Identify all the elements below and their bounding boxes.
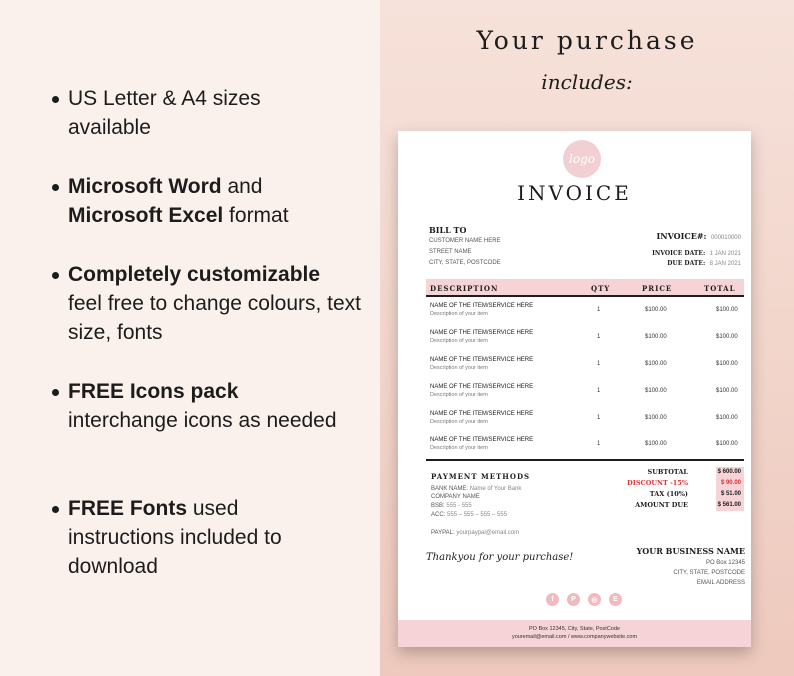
business-name: YOUR BUSINESS NAME bbox=[636, 546, 745, 556]
bill-to-line: CUSTOMER NAME HERE bbox=[429, 238, 501, 244]
table-row: NAME OF THE ITEM/SERVICE HERE Description of your item 1 $100.00 $100.00 bbox=[430, 357, 738, 371]
amount-due-value: $ 561.00 bbox=[716, 500, 744, 511]
acc: ACC: 555 – 555 – 555 – 555 bbox=[431, 512, 508, 518]
paypal: PAYPAL: yourpaypal@email.com bbox=[431, 530, 520, 536]
business-line: CITY, STATE, POSTCODE bbox=[673, 570, 745, 576]
bill-to-label: BILL TO bbox=[429, 225, 467, 235]
thanks-signature: Thankyou for your purchase! bbox=[426, 552, 574, 563]
col-price: PRICE bbox=[642, 284, 673, 293]
bullet-icon bbox=[52, 184, 59, 191]
table-row: NAME OF THE ITEM/SERVICE HERE Description of your item 1 $100.00 $100.00 bbox=[430, 330, 738, 344]
discount-value: $ 90.00 bbox=[716, 478, 744, 489]
table-row: NAME OF THE ITEM/SERVICE HERE Description of your item 1 $100.00 $100.00 bbox=[430, 437, 738, 451]
bsb: BSB: 555 - 555 bbox=[431, 503, 472, 509]
tax-value: $ 51.00 bbox=[716, 489, 744, 500]
footer-address: PO Box 12345, City, State, PostCode bbox=[528, 626, 620, 632]
etsy-icon[interactable]: E bbox=[609, 593, 622, 606]
bullet-icon bbox=[52, 389, 59, 396]
table-row: NAME OF THE ITEM/SERVICE HERE Description of your item 1 $100.00 $100.00 bbox=[430, 384, 738, 398]
table-row: NAME OF THE ITEM/SERVICE HERE Description of your item 1 $100.00 $100.00 bbox=[430, 411, 738, 425]
logo: logo bbox=[563, 140, 601, 178]
col-description: DESCRIPTION bbox=[430, 284, 499, 293]
payment-title: PAYMENT METHODS bbox=[431, 472, 531, 481]
instagram-icon[interactable]: ◎ bbox=[588, 593, 601, 606]
bill-to-line: CITY, STATE, POSTCODE bbox=[429, 260, 501, 266]
table-row: NAME OF THE ITEM/SERVICE HERE Description of your item 1 $100.00 $100.00 bbox=[430, 303, 738, 317]
bullet-icon bbox=[52, 96, 59, 103]
due-date: DUE DATE: 8 JAN 2021 bbox=[667, 260, 741, 267]
feature-formats: Microsoft Word and Microsoft Excel format bbox=[52, 172, 372, 230]
company-name: COMPANY NAME bbox=[431, 494, 480, 500]
facebook-icon[interactable]: f bbox=[546, 593, 559, 606]
heading-line1: Your purchase bbox=[476, 26, 698, 55]
invoice-date: INVOICE DATE: 1 JAN 2021 bbox=[652, 250, 741, 257]
table-header bbox=[426, 279, 744, 297]
feature-icons: FREE Icons pack interchange icons as needed bbox=[52, 377, 372, 435]
footer-contact: youremail@email.com / www.companywebsite.com bbox=[511, 634, 638, 640]
subtotal-label: SUBTOTAL bbox=[647, 468, 688, 476]
invoice-page bbox=[398, 131, 751, 647]
subtotal-value: $ 600.00 bbox=[716, 467, 744, 478]
table-end-rule bbox=[426, 459, 744, 461]
business-line: EMAIL ADDRESS bbox=[696, 580, 745, 586]
invoice-number: INVOICE#: 000010000 bbox=[656, 231, 741, 241]
feature-customizable: Completely customizable feel free to change colours, text size, fonts bbox=[52, 260, 372, 347]
amount-due-label: AMOUNT DUE bbox=[635, 501, 688, 509]
business-line: PO Box 12345 bbox=[705, 560, 745, 566]
col-qty: QTY bbox=[591, 284, 611, 293]
pinterest-icon[interactable]: P bbox=[567, 593, 580, 606]
left-panel bbox=[0, 0, 380, 676]
col-total: TOTAL bbox=[704, 284, 736, 293]
feature-sizes: US Letter & A4 sizes available bbox=[52, 84, 372, 142]
tax-label: TAX (10%) bbox=[649, 490, 688, 498]
discount-label: DISCOUNT -15% bbox=[627, 479, 688, 487]
invoice-footer bbox=[398, 620, 751, 647]
bank-name: BANK NAME: Name of Your Bank bbox=[431, 486, 522, 492]
feature-fonts: FREE Fonts used instructions included to download bbox=[52, 494, 372, 581]
bill-to-line: STREET NAME bbox=[429, 249, 472, 255]
bullet-icon bbox=[52, 506, 59, 513]
bullet-icon bbox=[52, 272, 59, 279]
invoice-title: INVOICE bbox=[517, 181, 632, 205]
heading-line2: includes: bbox=[541, 70, 633, 94]
